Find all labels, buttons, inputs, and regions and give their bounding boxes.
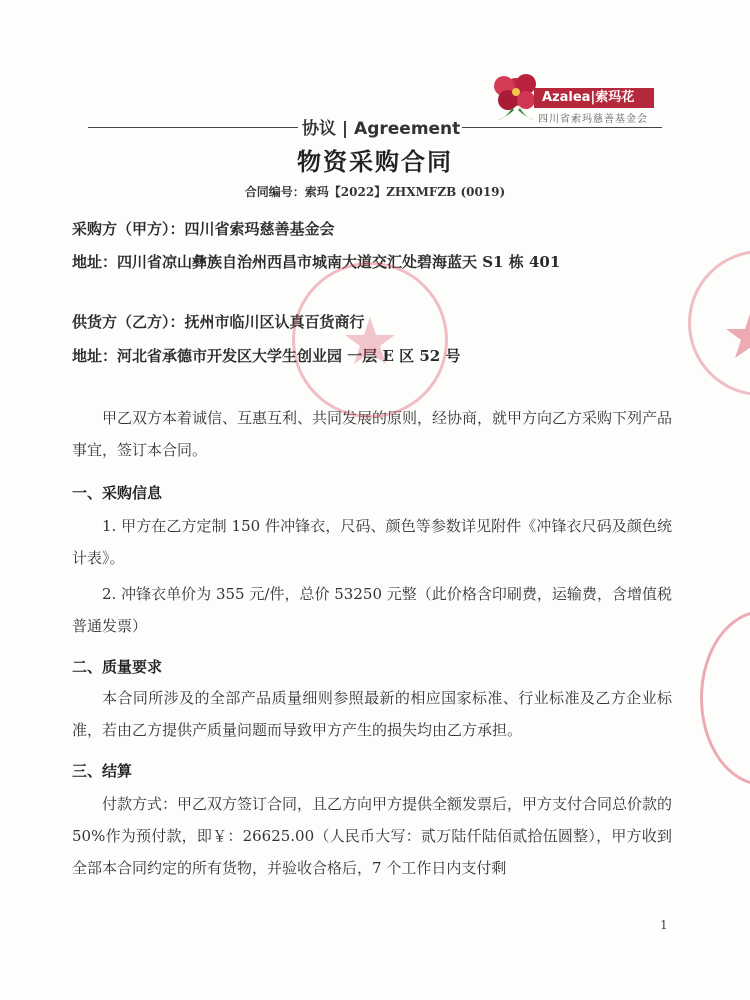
- section-2-title: 二、质量要求: [72, 658, 163, 676]
- header-rule-right: [462, 127, 662, 128]
- seal-star-icon: [691, 253, 750, 393]
- section-3-title: 三、结算: [72, 762, 133, 780]
- section-1-item-2: 2. 冲锋衣单价为 355 元/件，总价 53250 元整（此价格含印刷费，运输费，含增值税普通发票）: [72, 585, 672, 635]
- buyer-address: 地址：四川省凉山彝族自治州西昌市城南大道交汇处碧海蓝天 S1 栋 401: [72, 253, 561, 271]
- page-number: 1: [660, 918, 668, 932]
- buyer-seal: [688, 250, 750, 396]
- header-rule-left: [88, 127, 298, 128]
- document-title: 物资采购合同: [297, 148, 453, 176]
- logo-subtitle: 四川省索玛慈善基金会: [538, 114, 648, 125]
- buyer-line: 采购方（甲方）：四川省索玛慈善基金会: [72, 220, 335, 238]
- section-2-paragraph: 本合同所涉及的全部产品质量细则参照最新的相应国家标准、行业标准及乙方企业标准，若由乙方提供产质量问题而导致甲方产生的损失均由乙方承担。: [72, 689, 672, 739]
- edge-seal: [700, 610, 750, 786]
- section-1-title: 一、采购信息: [72, 484, 163, 502]
- foundation-logo: [486, 68, 656, 126]
- supplier-address: 地址：河北省承德市开发区大学生创业园 一层 E 区 52 号: [72, 347, 461, 365]
- contract-number: 合同编号：索玛【2022】ZHXMFZB (0019): [244, 185, 506, 199]
- seal-star-icon: [295, 265, 445, 415]
- section-1-item-1: 1. 甲方在乙方定制 150 件冲锋衣，尺码、颜色等参数详见附件《冲锋衣尺码及颜色统计表》。: [72, 517, 672, 567]
- supplier-seal: [292, 262, 448, 418]
- agreement-label: 协议 | Agreement: [302, 119, 461, 139]
- supplier-line: 供货方（乙方）：抚州市临川区认真百货商行: [72, 313, 365, 331]
- intro-paragraph: 甲乙双方本着诚信、互惠互利、共同发展的原则，经协商，就甲方向乙方采购下列产品事宜，签订本合同。: [72, 409, 673, 459]
- logo-brand: Azalea|索玛花: [534, 88, 654, 108]
- section-3-paragraph: 付款方式：甲乙双方签订合同，且乙方向甲方提供全额发票后，甲方支付合同总价款的 50%作为预付款，即￥：26625.00（人民币大写：贰万陆仟陆佰贰拾伍圆整），甲方收到全部本合同约定的所有货物，并验收合格后，7 个工作日内支付剩: [72, 795, 673, 877]
